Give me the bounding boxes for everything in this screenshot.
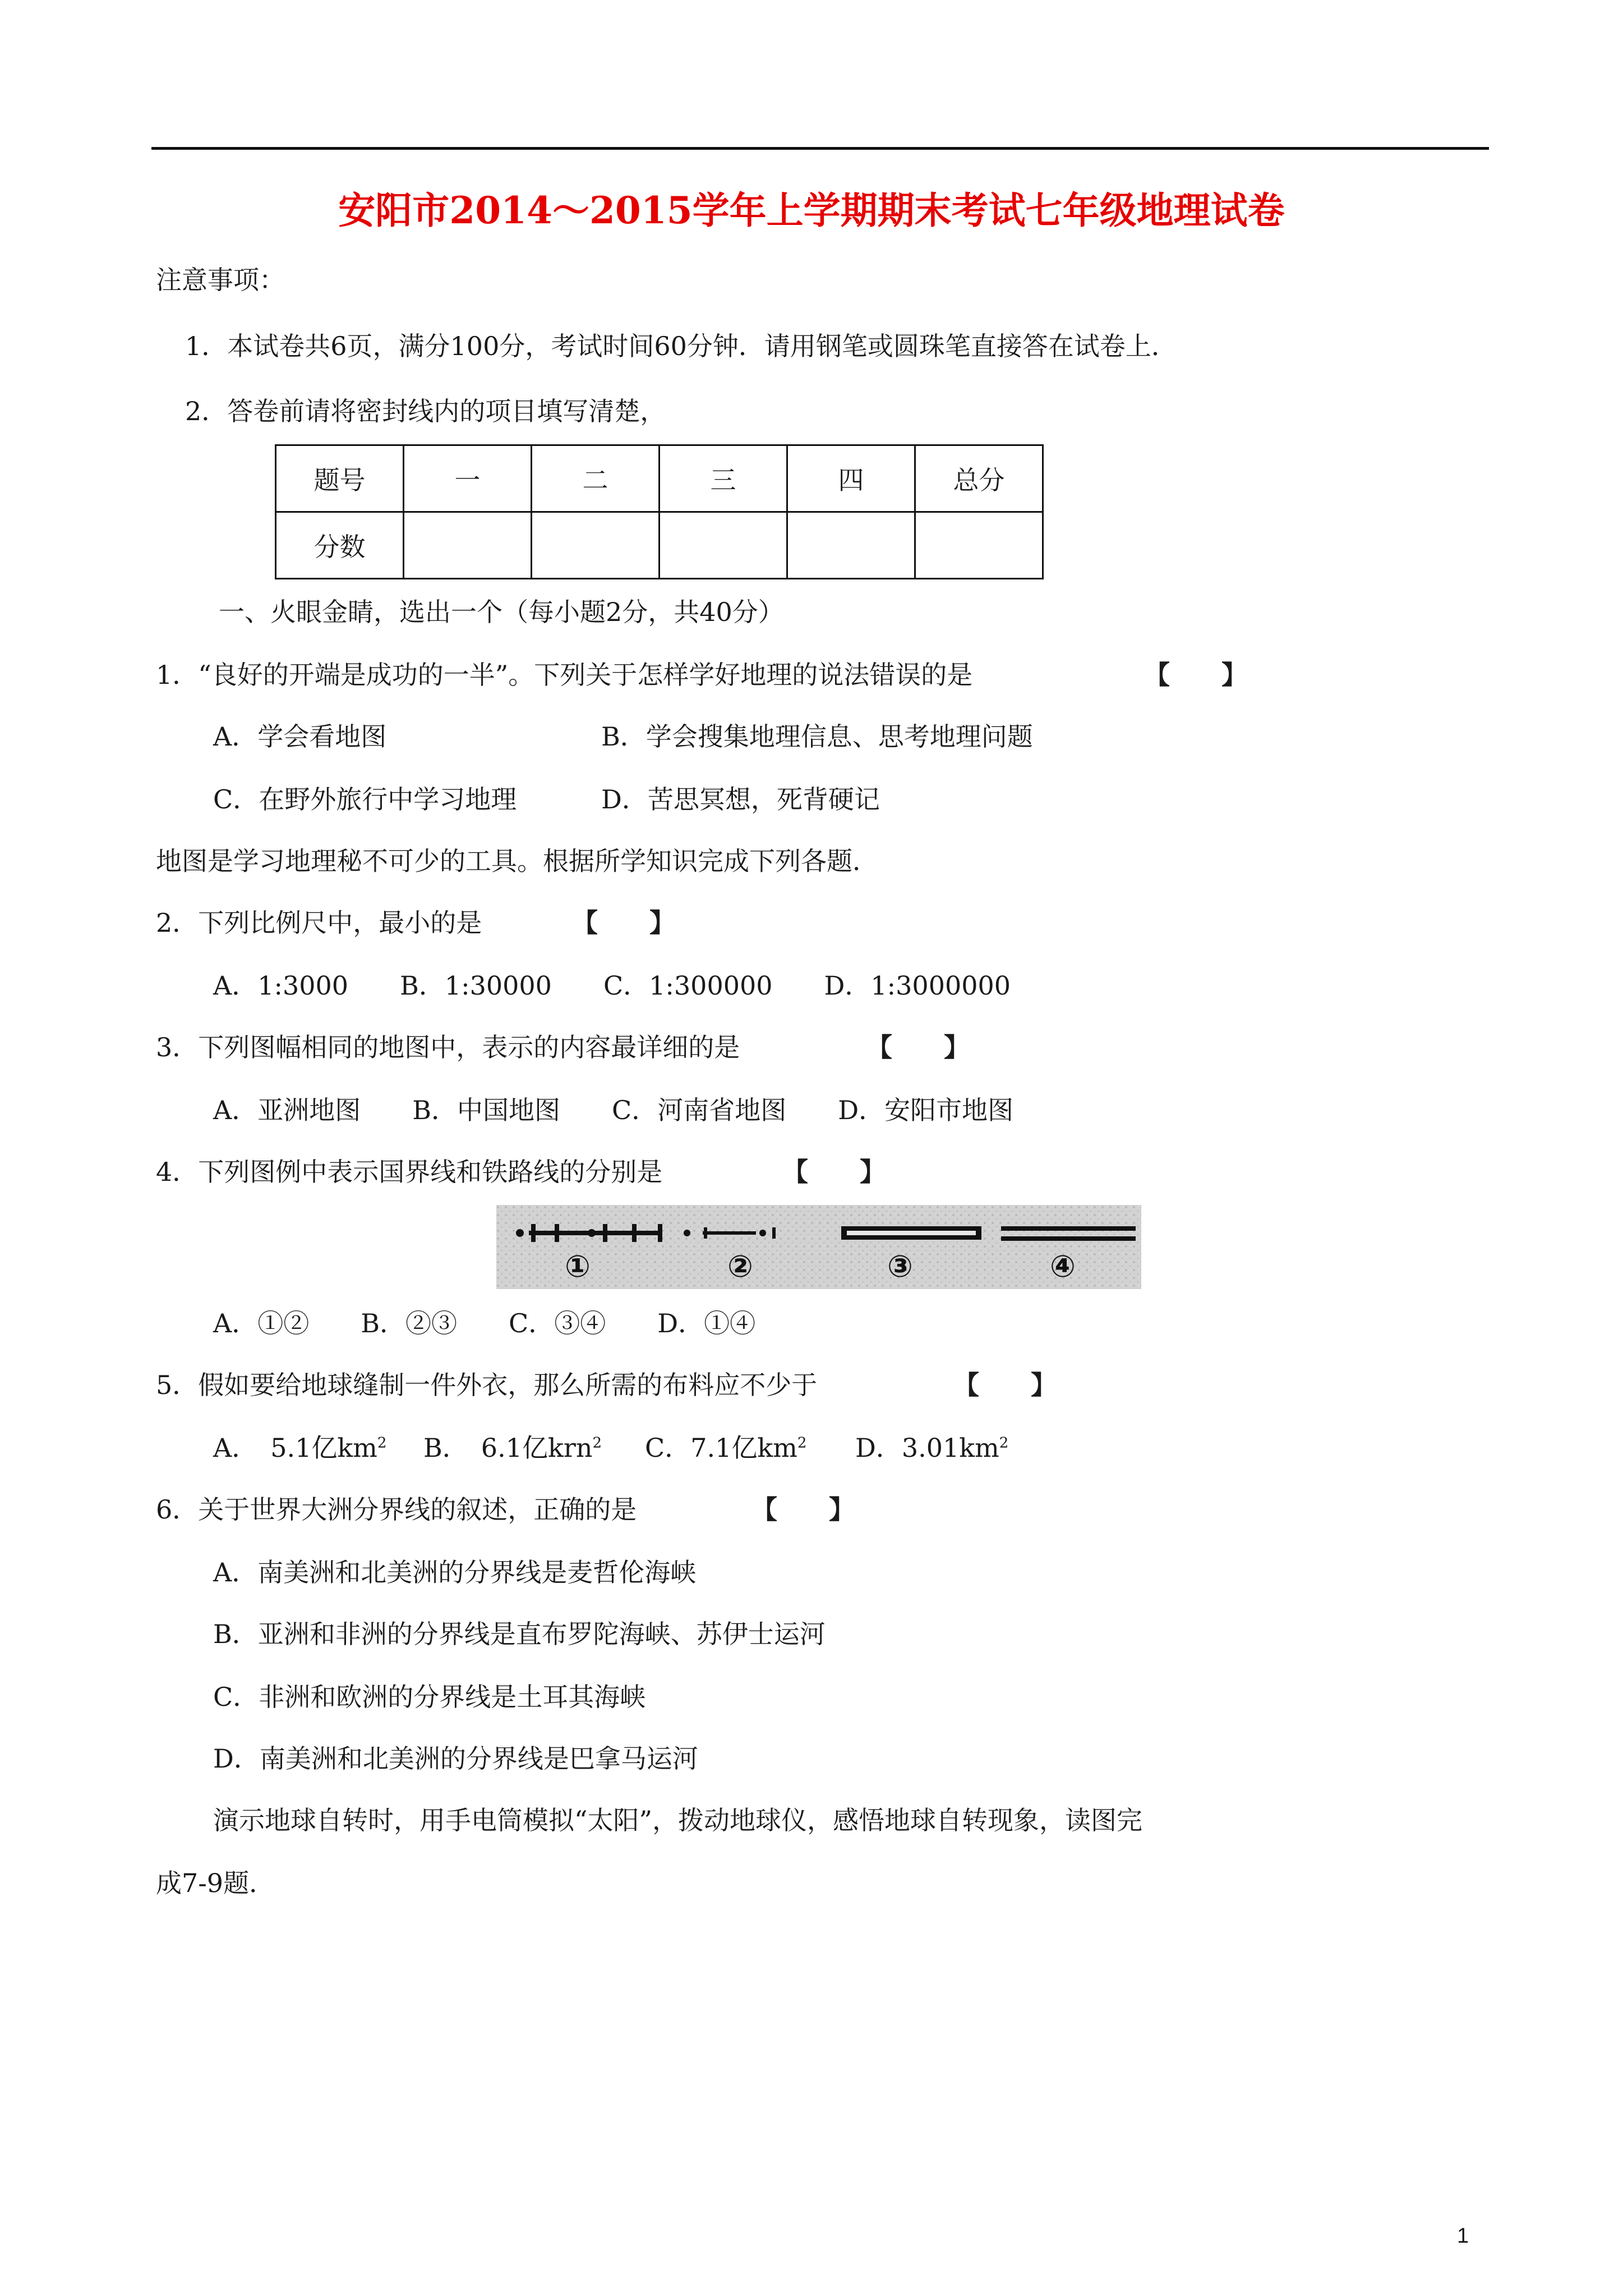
intro-q7-q9-line2: 成7-9题．	[156, 1868, 275, 1898]
map-legend-figure	[496, 1205, 1141, 1289]
q6-answer-bracket: 【 】	[751, 1494, 855, 1525]
q3-answer-bracket: 【 】	[866, 1032, 970, 1062]
score-input-cell	[787, 512, 915, 579]
table-cell: 分数	[276, 512, 404, 579]
q5-stem: 5．假如要给地球缝制一件外衣，那么所需的布料应不少于	[156, 1370, 818, 1400]
intro-q2-q4: 地图是学习地理秘不可少的工具。根据所学知识完成下列各题．	[156, 846, 878, 876]
score-input-cell	[532, 512, 660, 579]
score-table	[275, 444, 1044, 579]
legend-label-3: ③	[887, 1249, 913, 1284]
page-number: 1	[1457, 2224, 1469, 2248]
table-cell: 一	[404, 445, 532, 512]
q6-option-d: D．南美洲和北美洲的分界线是巴拿马运河	[213, 1743, 698, 1774]
q2-answer-bracket: 【 】	[572, 908, 675, 938]
notice-heading: 注意事项：	[156, 265, 285, 295]
q1-answer-bracket: 【 】	[1144, 660, 1247, 690]
score-input-cell	[660, 512, 787, 579]
section-1-heading: 一、火眼金睛，选出一个（每小题2分，共40分）	[219, 597, 784, 627]
table-cell: 总分	[915, 445, 1043, 512]
q5-option-b: B． 6.1亿krn$^2$	[423, 1433, 602, 1463]
header-rule	[151, 147, 1489, 150]
q2-options: A．1:3000 B．1:30000 C．1:300000 D．1:3000000	[213, 970, 1011, 1001]
legend-label-2: ②	[727, 1249, 753, 1284]
q1-stem: 1．“良好的开端是成功的一半”。下列关于怎样学好地理的说法错误的是	[156, 660, 973, 690]
table-cell: 二	[532, 445, 660, 512]
q6-stem: 6．关于世界大洲分界线的叙述，正确的是	[156, 1494, 637, 1525]
notice-1: 1．本试卷共6页，满分100分，考试时间60分钟．请用钢笔或圆珠笔直接答在试卷上．	[185, 331, 1177, 361]
exam-title: 安阳市2014～2015学年上学期期末考试七年级地理试卷	[338, 188, 1285, 232]
q1-option-c: C．在野外旅行中学习地理	[213, 784, 517, 815]
legend-symbol-3	[841, 1226, 981, 1240]
q6-option-c: C．非洲和欧洲的分界线是土耳其海峡	[213, 1682, 646, 1712]
q4-answer-bracket: 【 】	[782, 1157, 886, 1187]
table-cell: 四	[787, 445, 915, 512]
intro-q7-q9-line1: 演示地球自转时，用手电筒模拟“太阳”，拨动地球仪，感悟地球自转现象，读图完	[213, 1805, 1143, 1835]
q6-option-b: B．亚洲和非洲的分界线是直布罗陀海峡、苏伊士运河	[213, 1619, 826, 1649]
score-input-cell	[915, 512, 1043, 579]
q5-option-a: A． 5.1亿$km^2$	[213, 1433, 387, 1463]
q5-option-d: D．$3.01km^2$	[855, 1433, 1009, 1463]
q4-stem: 4．下列图例中表示国界线和铁路线的分别是	[156, 1157, 663, 1187]
score-table-score-row	[276, 512, 1043, 579]
q2-stem: 2．下列比例尺中，最小的是	[156, 908, 482, 938]
q1-option-a: A．学会看地图	[213, 721, 387, 752]
q1-option-b: B．学会搜集地理信息、思考地理问题	[601, 721, 1033, 752]
q4-options: A．①② B．②③ C．③④ D．①④	[213, 1308, 756, 1338]
q6-option-a: A．南美洲和北美洲的分界线是麦哲伦海峡	[213, 1557, 697, 1588]
score-input-cell	[404, 512, 532, 579]
legend-label-4: ④	[1050, 1249, 1076, 1284]
q3-stem: 3．下列图幅相同的地图中，表示的内容最详细的是	[156, 1032, 740, 1062]
q3-options: A．亚洲地图 B．中国地图 C．河南省地图 D．安阳市地图	[213, 1095, 1014, 1125]
table-cell: 题号	[276, 445, 404, 512]
q5-option-c: C．7.1亿$km^2$	[645, 1433, 807, 1463]
notice-2: 2．答卷前请将密封线内的项目填写清楚，	[185, 396, 666, 426]
score-table-header-row	[276, 445, 1043, 512]
table-cell: 三	[660, 445, 787, 512]
legend-label-1: ①	[565, 1249, 591, 1284]
q1-option-d: D．苦思冥想，死背硬记	[601, 784, 880, 815]
q5-answer-bracket: 【 】	[953, 1370, 1057, 1400]
